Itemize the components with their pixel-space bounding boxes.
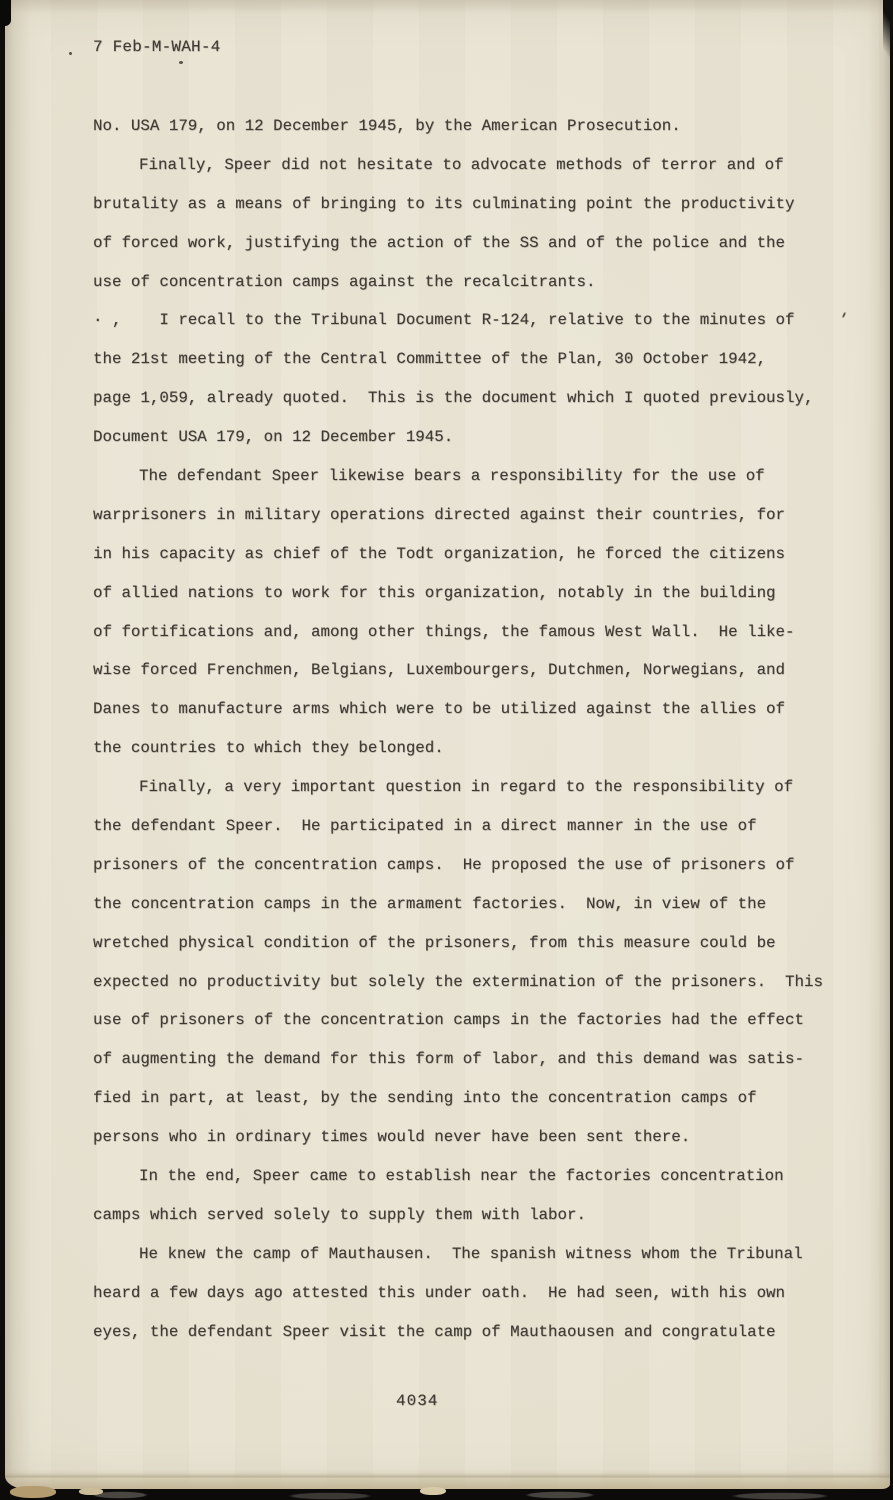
typed-line: in his capacity as chief of the Todt organization, he forced the citizens <box>93 544 786 563</box>
typed-line: of fortifications and, among other things, the famous West Wall. He like- <box>93 622 795 641</box>
typed-line: heard a few days ago attested this under oath. He had seen, with his own <box>93 1283 786 1302</box>
typed-line: the concentration camps in the armament factories. Now, in view of the <box>93 894 767 913</box>
typed-line: Finally, a very important question in regard to the responsibility of <box>139 778 794 797</box>
typed-line: camps which served solely to supply them with labor. <box>93 1205 586 1224</box>
page-header-reference: 7 Feb-M-WAH-4 <box>93 38 221 56</box>
typed-line: Document USA 179, on 12 December 1945. <box>93 428 454 447</box>
typed-line: use of concentration camps against the recalcitrants. <box>93 272 596 291</box>
typed-line: the 21st meeting of the Central Committee of the Plan, 30 October 1942, <box>93 350 767 369</box>
typed-line: persons who in ordinary times would never have been sent there. <box>93 1128 691 1147</box>
typed-line: Danes to manufacture arms which were to be utilized against the allies of <box>93 700 786 719</box>
typed-line: · , I recall to the Tribunal Document R-124, relative to the minutes of <box>93 311 795 330</box>
typed-line: the countries to which they belonged. <box>93 739 444 758</box>
typed-line: the defendant Speer. He participated in a direct manner in the use of <box>93 817 757 836</box>
typed-line: brutality as a means of bringing to its culminating point the productivity <box>93 194 795 213</box>
paper-edge-chip <box>79 1488 103 1495</box>
text-block <box>93 107 853 1352</box>
ink-speck <box>68 51 72 55</box>
typed-line: wise forced Frenchmen, Belgians, Luxembourgers, Dutchmen, Norwegians, and <box>93 661 786 680</box>
typed-line: No. USA 179, on 12 December 1945, by the American Prosecution. <box>93 117 681 135</box>
paper-edge-chip <box>10 1486 56 1498</box>
typed-line: prisoners of the concentration camps. He proposed the use of prisoners of <box>93 855 795 874</box>
typed-line: eyes, the defendant Speer visit the camp of Mauthaousen and congratulate <box>93 1322 776 1341</box>
typed-line: use of prisoners of the concentration camps in the factories had the effect <box>93 1011 804 1030</box>
typed-line: fied in part, at least, by the sending into the concentration camps of <box>93 1089 757 1108</box>
paper-edge-chip <box>420 1487 446 1495</box>
typed-line: warprisoners in military operations directed against their countries, for <box>93 505 786 524</box>
typed-line: expected no productivity but solely the extermination of the prisoners. This <box>93 972 823 991</box>
typed-line: of augmenting the demand for this form of labor, and this demand was satis- <box>93 1050 804 1069</box>
paper-sheet <box>5 0 890 1489</box>
typed-line: of allied nations to work for this organization, notably in the building <box>93 583 776 602</box>
typed-line: In the end, Speer came to establish near the factories concentration <box>139 1167 784 1186</box>
typed-line: wretched physical condition of the prisoners, from this measure could be <box>93 933 776 952</box>
scan-corner-mark <box>883 0 893 96</box>
typed-line: The defendant Speer likewise bears a responsibility for the use of <box>139 467 765 486</box>
typed-line: page 1,059, already quoted. This is the document which I quoted previously, <box>93 389 814 408</box>
typed-line: Finally, Speer did not hesitate to advocate methods of terror and of <box>139 155 784 174</box>
ink-speck <box>179 61 183 64</box>
scan-corner-mark <box>0 0 11 26</box>
page-number: 4034 <box>396 1392 439 1410</box>
typed-line: of forced work, justifying the action of the SS and of the police and the <box>93 233 786 252</box>
typed-line: He knew the camp of Mauthausen. The spanish witness whom the Tribunal <box>139 1244 803 1263</box>
